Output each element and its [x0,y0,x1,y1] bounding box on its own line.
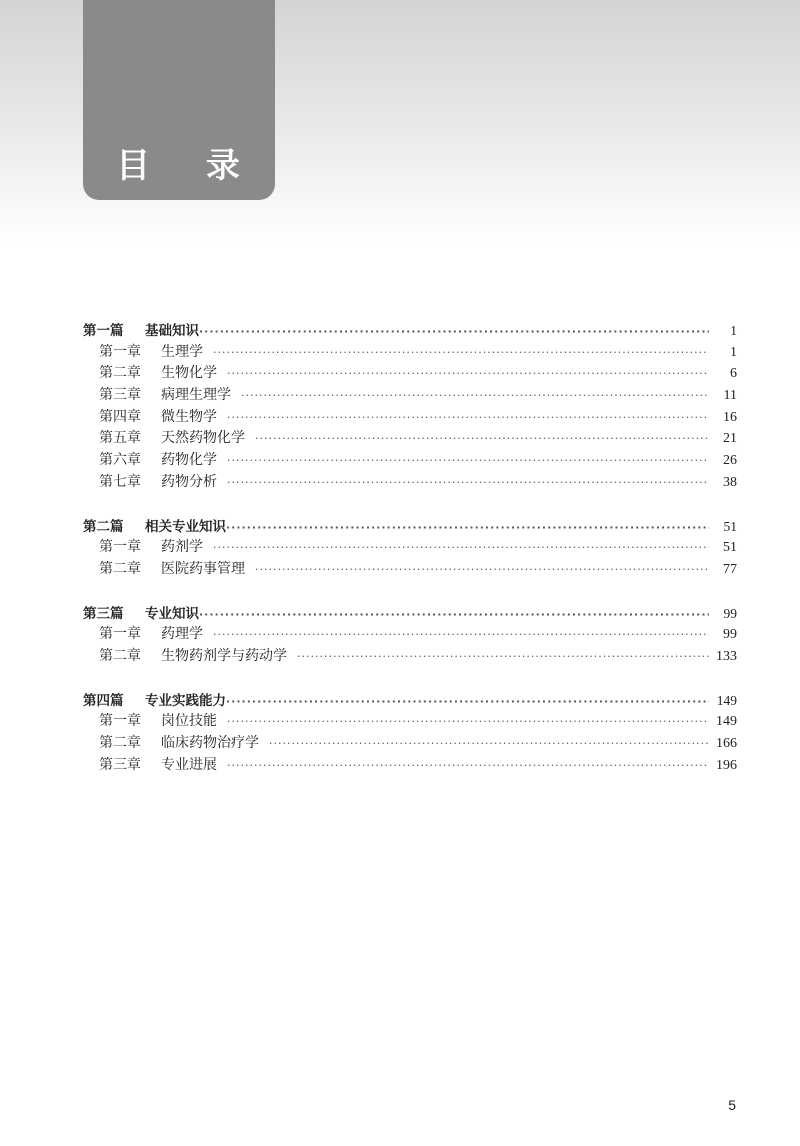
toc-title: 专业进展 [161,756,217,773]
dot-leader [199,604,709,626]
dot-leader [227,472,709,494]
toc-number: 第二章 [99,560,141,577]
toc-part [83,690,737,777]
toc-part-heading[interactable] [83,603,737,625]
toc-number: 第四篇 [83,692,124,709]
toc-chapter-item[interactable] [83,472,737,494]
toc-number: 第一篇 [83,323,124,339]
toc-chapter-item[interactable] [83,624,737,646]
dot-leader [227,711,709,733]
toc-page-number: 133 [716,648,737,664]
toc-number: 第二章 [99,365,141,382]
toc-page-number: 149 [716,692,737,708]
toc-page-number: 21 [723,431,737,447]
toc-page-number: 51 [723,540,737,556]
dot-leader [227,755,709,777]
page-title: 目 录 [116,146,262,186]
dot-leader [213,537,709,559]
toc-number: 第一章 [99,343,141,360]
toc-page-number: 1 [730,323,737,338]
toc-page-number: 38 [723,474,737,490]
toc-page-number: 99 [723,605,737,621]
toc-number: 第三篇 [83,605,124,622]
dot-leader [241,385,709,407]
toc-page-number: 11 [723,388,737,404]
toc-page-number: 99 [723,627,737,643]
toc-title: 病理生理学 [161,387,231,404]
page-number: 5 [728,1097,736,1113]
toc-title: 药物化学 [161,452,217,469]
toc-title: 药理学 [161,626,203,643]
toc-title: 生物药剂学与药动学 [161,647,287,664]
toc-title: 基础知识 [145,323,199,339]
toc-part [83,603,737,668]
dot-leader [199,321,709,343]
toc-number: 第七章 [99,473,141,490]
toc-title: 药物分析 [161,473,217,490]
toc-number: 第四章 [99,408,141,425]
toc-number: 第三章 [99,387,141,404]
toc-part [83,320,737,494]
toc-title: 生物化学 [161,365,217,382]
toc-page-number: 77 [723,561,737,577]
dot-leader [227,450,709,472]
title-tab [83,0,275,200]
toc-page-number: 16 [723,409,737,425]
toc-title: 微生物学 [161,408,217,425]
toc-number: 第二章 [99,735,141,751]
toc-part-heading[interactable] [83,516,737,538]
dot-leader [226,517,709,539]
toc-title: 专业实践能力 [145,692,226,709]
toc-title: 相关专业知识 [145,518,226,535]
toc-chapter-item[interactable] [83,450,737,472]
toc-title: 天然药物化学 [161,430,245,447]
toc-chapter-item[interactable] [83,342,737,364]
dot-leader [213,624,709,646]
dot-leader [255,559,709,581]
toc-title: 专业知识 [145,605,199,622]
toc-number: 第一章 [99,539,141,556]
dot-leader [213,342,709,364]
toc-page-number: 196 [716,757,737,773]
toc-title: 医院药事管理 [161,560,245,577]
toc-page-number: 6 [730,366,737,382]
toc-page-number: 26 [723,453,737,469]
toc-number: 第三章 [99,756,141,773]
dot-leader [297,646,709,668]
toc-chapter-item[interactable] [83,428,737,450]
toc-title: 临床药物治疗学 [161,735,259,751]
toc-number: 第五章 [99,430,141,447]
toc-chapter-item[interactable] [83,733,737,755]
dot-leader [227,363,709,385]
toc-number: 第六章 [99,452,141,469]
toc-page-number: 1 [730,344,737,360]
table-of-contents [83,320,737,798]
toc-chapter-item[interactable] [83,559,737,581]
toc-number: 第二章 [99,647,141,664]
dot-leader [227,407,709,429]
toc-part-heading[interactable] [83,320,737,342]
toc-title: 生理学 [161,343,203,360]
toc-part-heading[interactable] [83,690,737,712]
toc-chapter-item[interactable] [83,537,737,559]
toc-title: 岗位技能 [161,713,217,730]
toc-title: 药剂学 [161,539,203,556]
dot-leader [269,733,709,755]
toc-part [83,516,737,581]
toc-page-number: 149 [716,714,737,730]
dot-leader [255,428,709,450]
toc-chapter-item[interactable] [83,646,737,668]
toc-number: 第一章 [99,713,141,730]
toc-chapter-item[interactable] [83,385,737,407]
toc-chapter-item[interactable] [83,711,737,733]
toc-chapter-item[interactable] [83,363,737,385]
dot-leader [226,691,709,713]
toc-page-number: 51 [723,518,737,534]
toc-chapter-item[interactable] [83,407,737,429]
toc-page-number: 166 [716,736,737,751]
toc-number: 第二篇 [83,518,124,535]
toc-chapter-item[interactable] [83,755,737,777]
toc-number: 第一章 [99,626,141,643]
